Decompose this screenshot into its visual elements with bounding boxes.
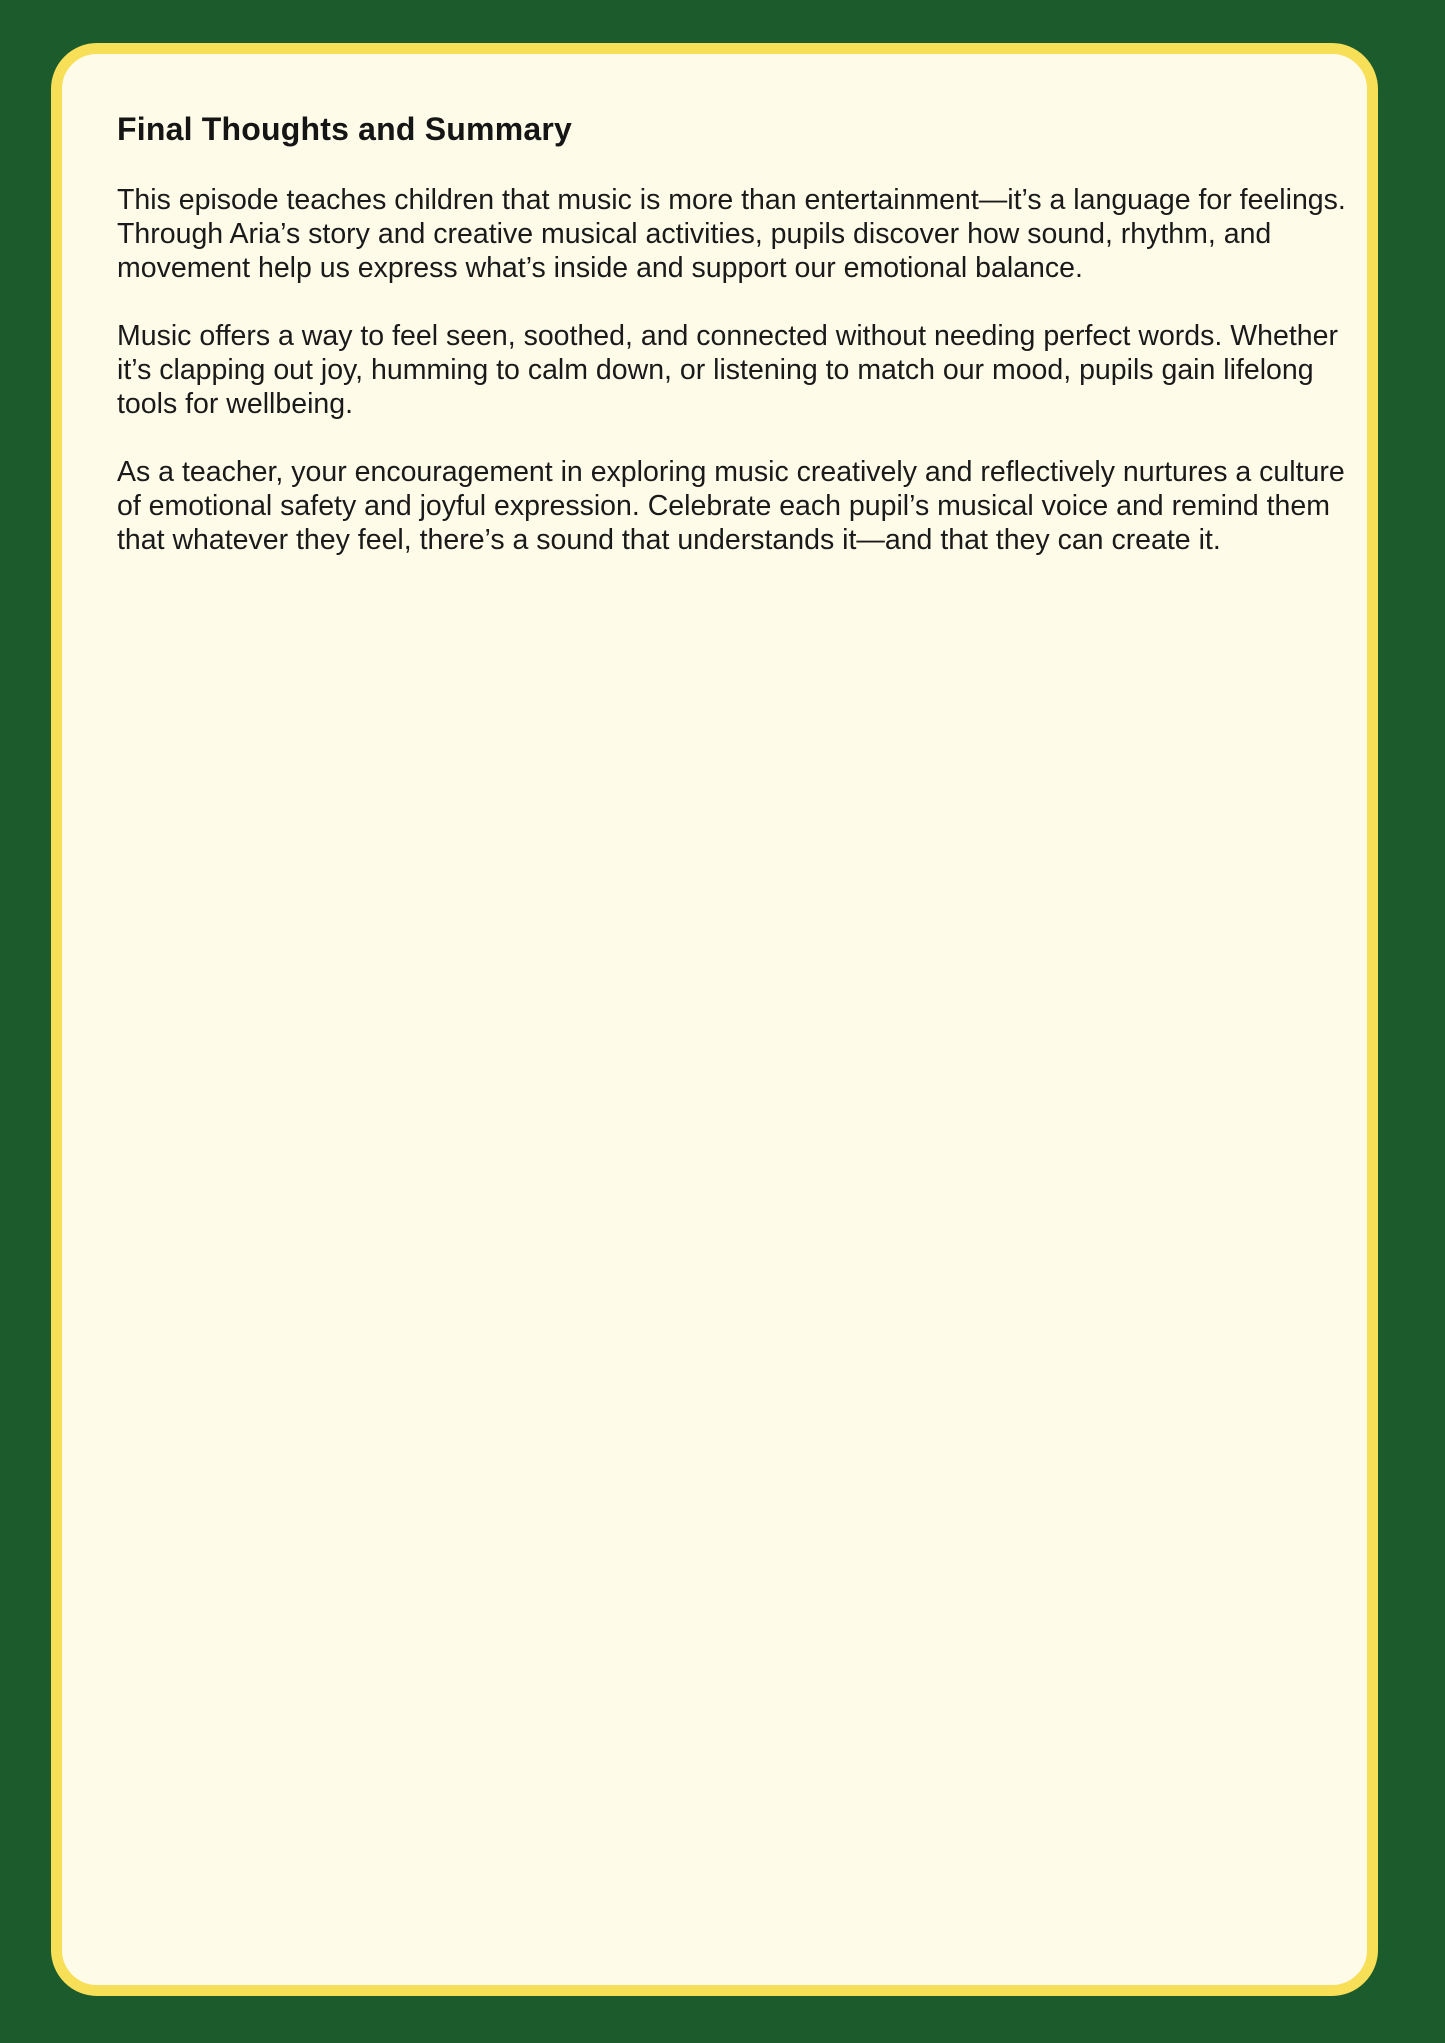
paragraph-music-wellbeing: Music offers a way to feel seen, soothed, and connected without needing perfect words. Whether it’s clapping out joy, humming to calm down, or listening to match our mood, pupils gain lifelong tools for wellbeing. <box>117 320 1338 421</box>
paragraph-teacher-role: As a teacher, your encouragement in exploring music creatively and reflectively nurtures a culture of emotional safety and joyful expression. Celebrate each pupil’s musical voice and remind them that whatever they feel, there’s a sound that understands it—and that they can create it. <box>117 456 1345 557</box>
card-content <box>117 110 1347 591</box>
content-card <box>51 43 1378 1996</box>
page-title: Final Thoughts and Summary <box>117 111 573 147</box>
paragraph-intro: This episode teaches children that music is more than entertainment—it’s a language for feelings. Through Aria’s story and creative musical activities, pupils discover how sound, rhythm, and movement help us express what’s inside and support our emotional balance. <box>117 184 1346 285</box>
